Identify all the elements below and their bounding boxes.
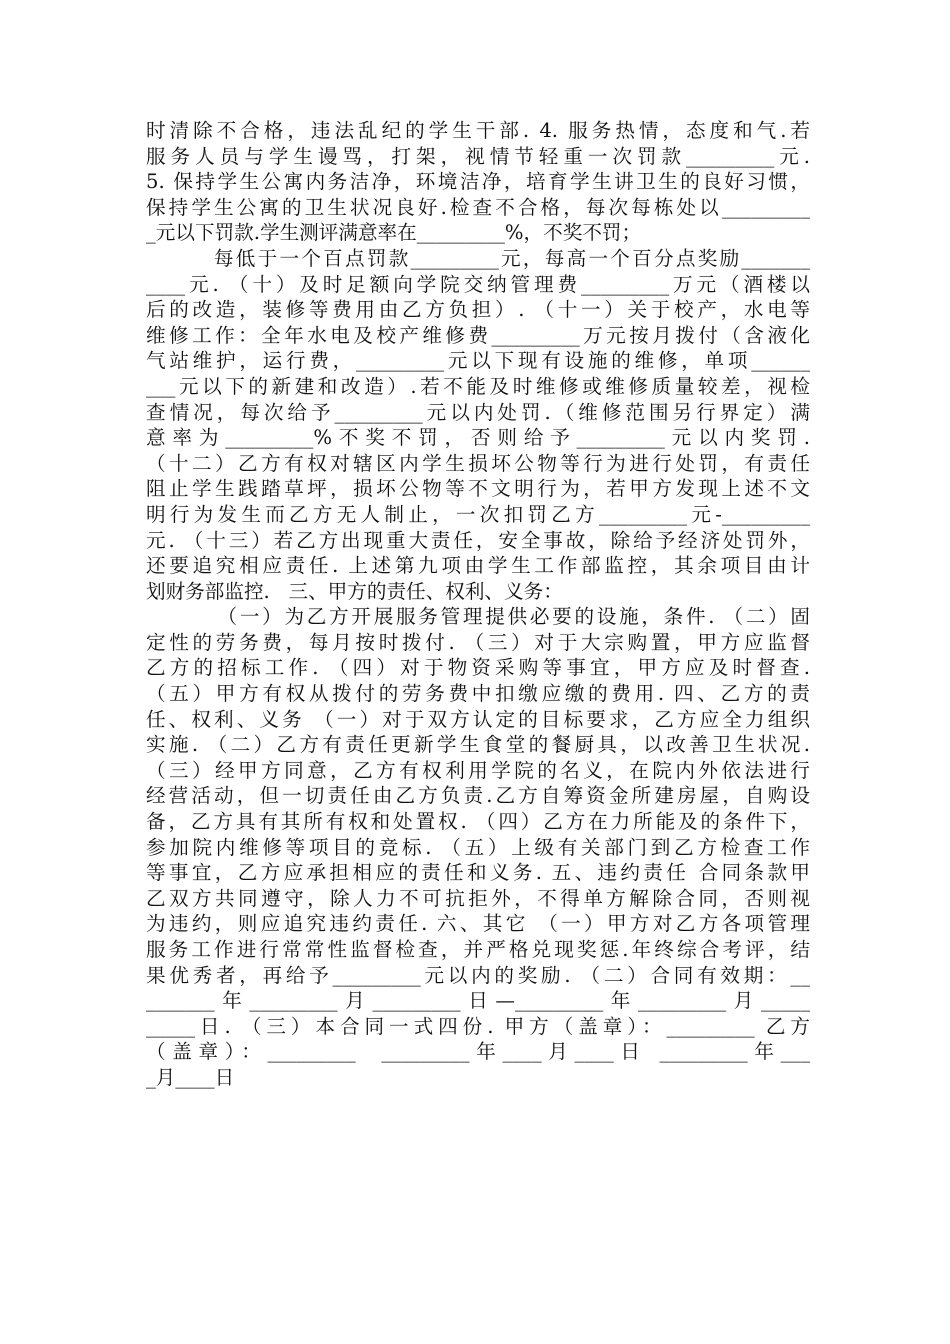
text-line: （三）经甲方同意，乙方有权利用学院的名义，在院内外依法进行 xyxy=(146,758,810,782)
text-line: 5. 保持学生公寓内务洁净，环境洁净，培育学生讲卫生的良好习惯， xyxy=(146,170,810,194)
text-line: 划财务部监控. 三、甲方的责任、权利、义务： xyxy=(146,579,563,603)
text-line: 果优秀者，再给予_________元以内的奖励. （二）合同有效期：__ xyxy=(146,963,810,987)
text-line: 意率为_________%不奖不罚，否则给予_________元以内奖罚. xyxy=(146,426,810,450)
text-line: 乙双方共同遵守，除人力不可抗拒外，不得单方解除合同，否则视 xyxy=(146,886,810,910)
text-line: 查情况，每次给予_________元以内处罚.（维修范围另行界定）满 xyxy=(146,400,810,424)
text-line: （五）甲方有权从拨付的劳务费中扣缴应缴的费用. 四、乙方的责 xyxy=(146,682,810,706)
text-line: 等事宜，乙方应承担相应的责任和义务. 五、违约责任 合同条款甲 xyxy=(146,861,810,885)
text-line: 任、权利、义务 （一）对于双方认定的目标要求，乙方应全力组织 xyxy=(146,707,810,731)
text-line: _元以下罚款.学生测评满意率在_________%，不奖不罚； xyxy=(146,221,642,245)
text-line: 服务人员与学生谩骂，打架，视情节轻重一次罚款_________元. xyxy=(146,144,810,168)
text-line: 维修工作：全年水电及校产维修费_________万元按月拨付（含液化 xyxy=(146,323,810,347)
text-line: 参加院内维修等项目的竞标. （五）上级有关部门到乙方检查工作 xyxy=(146,835,810,859)
text-line: 元. （十三）若乙方出现重大责任，安全事故，除给予经济处罚外， xyxy=(146,528,810,552)
text-line: 经营活动，但一切责任由乙方负责.乙方自筹资金所建房屋，自购设 xyxy=(146,784,810,808)
text-line: 气站维护，运行费，_________元以下现有设施的维修，单项______ xyxy=(146,349,810,373)
text-line: 为违约，则应追究违约责任. 六、其它 （一）甲方对乙方各项管理 xyxy=(146,912,810,936)
text-line: 备，乙方具有其所有权和处置权. （四）乙方在力所能及的条件下， xyxy=(146,810,810,834)
text-line: 还要追究相应责任. 上述第九项由学生工作部监控，其余项目由计 xyxy=(146,554,810,578)
text-line: 每低于一个百点罚款_________元，每高一个百分点奖励_______ xyxy=(146,246,810,270)
text-line: （一）为乙方开展服务管理提供必要的设施，条件. （二）固 xyxy=(146,605,810,629)
text-line: 阻止学生践踏草坪，损坏公物等不文明行为，若甲方发现上述不文 xyxy=(146,477,810,501)
text-line: _____日. （三）本合同一式四份. 甲方（盖章）：_________ 乙方 xyxy=(146,1014,810,1038)
document-page xyxy=(146,118,810,1091)
text-line: _月____日 xyxy=(146,1065,235,1089)
text-line: 实施. （二）乙方有责任更新学生食堂的餐厨具，以改善卫生状况. xyxy=(146,733,810,757)
text-line: _______年_________月_________日—_________年_________月_____ xyxy=(146,989,810,1013)
text-line: 乙方的招标工作. （四）对于物资采购等事宜，甲方应及时督查. xyxy=(146,656,810,680)
text-line: 服务工作进行常常性监督检查，并严格兑现奖惩.年终综合考评，结 xyxy=(146,938,810,961)
text-line: 明行为发生而乙方无人制止，一次扣罚乙方_________元-_________ xyxy=(146,502,810,526)
text-line: （十二）乙方有权对辖区内学生损坏公物等行为进行处罚，有责任 xyxy=(146,451,810,475)
text-line: ____元. （十）及时足额向学院交纳管理费_________万元（酒楼以 xyxy=(146,272,810,296)
text-line: 时清除不合格，违法乱纪的学生干部. 4. 服务热情，态度和气.若 xyxy=(146,119,810,142)
text-line: 后的改造，装修等费用由乙方负担）. （十一）关于校产，水电等 xyxy=(146,298,810,322)
text-line: 定性的劳务费，每月按时拨付. （三）对于大宗购置，甲方应监督 xyxy=(146,630,810,654)
text-line: ___元以下的新建和改造）.若不能及时维修或维修质量较差，视检 xyxy=(146,374,810,398)
text-line: （盖章）：_________ _________年____月____日 _________年___ xyxy=(146,1040,810,1064)
text-line: 保持学生公寓的卫生状况良好.检查不合格，每次每栋处以_________ xyxy=(146,195,810,219)
